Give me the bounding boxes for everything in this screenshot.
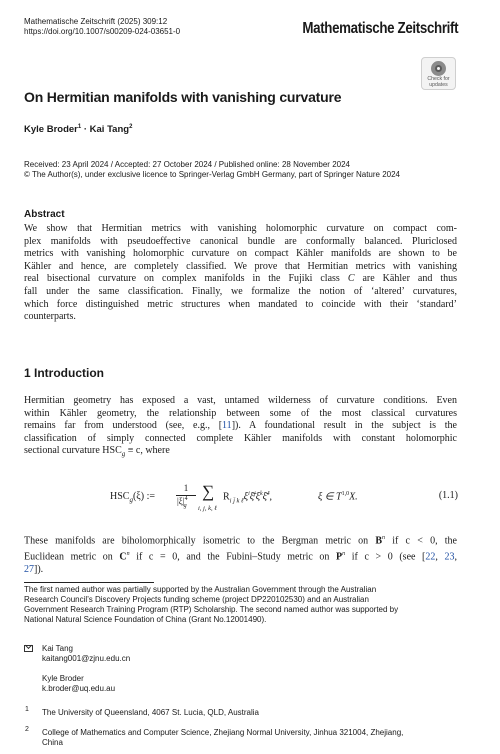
intro-line: remains far from understood (see, e.g., [11]). A foundational result in the subject is the <box>24 420 457 432</box>
author-broder[interactable]: Kyle Broder <box>24 124 78 135</box>
article-title: On Hermitian manifolds with vanishing curvature <box>24 89 342 105</box>
equation-1-1 <box>110 480 460 522</box>
footnote-line: The first named author was partially supported by the Australian Government through the Australian <box>24 585 377 594</box>
journal-brand: Mathematische Zeitschrift <box>302 20 458 37</box>
contact-name: Kai Tang <box>42 644 73 653</box>
fujiki-class-symbol: C <box>347 273 355 285</box>
check-updates-label: Check for updates <box>427 76 450 88</box>
footnote-rule <box>24 582 154 583</box>
journal-citation: Mathematische Zeitschrift (2025) 309:12 <box>24 17 168 26</box>
author-separator: · <box>81 124 90 135</box>
eq-summand: $R_{i j̄ k \ell̄}\xi^i\xī^j\xi^k\xī^\ell$, <box>223 491 272 505</box>
abstract-line: real bisectional curvature on complex manifolds in the Fujiki class C are Kähler and thus <box>24 273 457 285</box>
contact-name: Kyle Broder <box>42 674 84 683</box>
abstract-line: plex manifolds with pseudoeffective canonical bundle are conformally balanced. Pluriclosed <box>24 235 457 247</box>
eq-frac-den: $|\xi|^4_g$ <box>177 496 188 509</box>
envelope-icon <box>24 645 33 652</box>
check-for-updates-icon <box>431 61 446 76</box>
affiliation-text: College of Mathematics and Computer Science, Zhejiang Normal University, Jinhua 321004, Zhejiang, China <box>42 728 404 747</box>
publication-dates: Received: 23 April 2024 / Accepted: 27 October 2024 / Published online: 28 November 2024 <box>24 160 350 169</box>
intro-line: 27]). <box>24 563 44 575</box>
citation-link[interactable]: 27 <box>24 563 34 575</box>
contact-email[interactable]: kaitang001@zjnu.edu.cn <box>42 654 131 663</box>
author-list <box>24 124 132 135</box>
section-heading-introduction: 1 Introduction <box>24 366 104 380</box>
check-for-updates-button[interactable] <box>421 57 456 90</box>
funding-footnote <box>24 585 457 625</box>
affiliation-number: 2 <box>25 726 29 733</box>
affiliation-text: The University of Queensland, 4067 St. Lucia, QLD, Australia <box>42 708 260 717</box>
contact-email[interactable]: k.broder@uq.edu.au <box>42 684 116 693</box>
abstract-heading: Abstract <box>24 209 65 220</box>
intro-line: Hermitian geometry has exposed a vast, untamed wilderness of curvature conditions. Even <box>24 395 457 406</box>
citation-link[interactable]: 23 <box>444 551 455 563</box>
abstract-line: Kähler and hence, are completely classified. We prove that Hermitian metrics with vanishing <box>24 260 457 272</box>
abstract-line: We show that Hermitian metrics with vanishing holomorphic curvature on compact com- <box>24 223 457 234</box>
eq-sum-sign: ∑ <box>202 482 215 501</box>
intro-line: These manifolds are biholomorphically isometric to the Bergman metric on $B^n$ if c < 0, the <box>24 535 457 547</box>
intro-paragraph-1 <box>24 395 457 461</box>
footnote-line: Government Research Training Program (RTP) Scholarship. The second named author was supported by <box>24 605 399 614</box>
intro-line: classification of simply connected complete Kähler manifolds with constant holomorphic <box>24 432 457 444</box>
intro-line: within Kähler geometry, the relationship between some of the most classical curvatures <box>24 407 457 419</box>
doi-link[interactable]: https://doi.org/10.1007/s00209-024-03651-0 <box>24 27 181 36</box>
eq-domain: ξ ∈ T$^{1,0}$X. <box>318 491 358 503</box>
author-affil-sup: 1 <box>77 124 82 130</box>
copyright-notice: © The Author(s), under exclusive licence to Springer-Verlag GmbH Germany, part of Springer Nature 2024 <box>24 170 400 179</box>
eq-frac-num: 1 <box>183 483 189 493</box>
intro-line: Euclidean metric on $C^n$ if c = 0, and the Fubini–Study metric on $P^n$ if c > 0 (see [22, 23, <box>24 550 457 563</box>
author-affil-sup: 2 <box>129 124 133 130</box>
abstract-line: fall under the same classification. Finally, we formalize the notion of ‘altered’ curvatures, <box>24 285 457 297</box>
citation-link[interactable]: 11 <box>222 420 232 432</box>
author-tang[interactable]: Kai Tang <box>89 124 130 135</box>
citation-link[interactable]: 22 <box>425 551 436 563</box>
eq-lhs: $HSC_g(\xi)$ := <box>110 491 155 504</box>
abstract-line: which force distinguished metric structures when mandated to coincide with their ‘standard’ <box>24 298 457 310</box>
abstract-line: metrics with vanishing holomorphic curvature on compact Kähler manifolds are shown to be <box>24 248 457 260</box>
equation-number: (1.1) <box>438 490 458 501</box>
affiliation-number: 1 <box>25 706 29 713</box>
intro-paragraph-2 <box>24 532 457 576</box>
footnote-line: Research Council’s Discovery Projects funding scheme (project DP220102530) and an Australian <box>24 595 369 604</box>
intro-line: sectional curvature $HSC_g \equiv c$, where <box>24 445 170 459</box>
abstract-line: counterparts. <box>24 311 76 323</box>
abstract-text <box>24 223 457 324</box>
eq-sum-index: i, j, k, ℓ <box>198 505 217 512</box>
footnote-line: National Natural Science Foundation of China (Grant No.12001490). <box>24 615 267 624</box>
